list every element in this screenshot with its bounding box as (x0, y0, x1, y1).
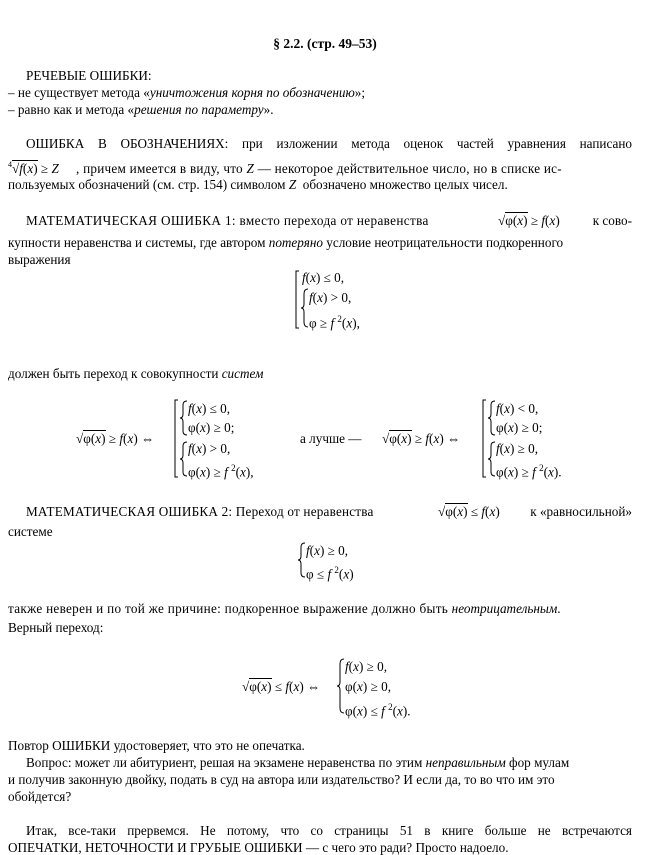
math-error-1-line-1: МАТЕМАТИЧЕСКАЯ ОШИБКА 1: вместо перехода от неравенства √φ(x) ≥ f(x) к сово- (26, 213, 632, 228)
repeat-line-3: и получив законную двойку, подать в суд на автора или издательство? И если да, то во что им это (8, 772, 555, 787)
math-error-1-after: должен быть переход к совокупности систем (8, 366, 264, 381)
correct-system-row-3: φ(x) ≤ f $^2$(x). (345, 702, 411, 719)
right-system-row-4: φ(x) ≥ f $^2$(x). (496, 463, 562, 480)
system-1-row-1: f(x) ≤ 0, (302, 270, 345, 285)
left-system-row-1: f(x) ≤ 0, (188, 401, 231, 416)
repeat-line-2: Вопрос: может ли абитуриент, решая на экзамене неравенства по этим неправильным фор мулам (26, 755, 570, 770)
left-system-row-2: φ(x) ≥ 0; (188, 420, 235, 435)
system-1-row-3: φ ≥ f $^2$(x), (309, 314, 360, 331)
final-line-1: Итак, все-таки прервемся. Не потому, что со страницы 51 в книге больше не встречаются (26, 823, 632, 838)
repeat-line-4: обойдется? (8, 789, 72, 804)
correct-system-row-1: f(x) ≥ 0, (345, 659, 388, 674)
repeat-line-1: Повтор ОШИБКИ удостоверяет, что это не опечатка. (8, 738, 305, 753)
system-2-row-1: f(x) ≥ 0, (306, 543, 349, 558)
left-system-row-4: φ(x) ≥ f $^2$(x), (188, 463, 254, 480)
right-system-row-1: f(x) < 0, (496, 401, 539, 416)
math2-inline-formula: √φ(x) ≤ f(x) (438, 504, 500, 519)
right-equivalence-lhs: √φ(x) ≥ f(x) ⇔ (382, 431, 461, 446)
math-error-2-line-3: также неверен и по той же причине: подкоренное выражение должно быть неотрицательным. (8, 601, 561, 616)
math-error-1-line-2: купности неравенства и системы, где автором потеряно условие неотрицательности подкоренного (8, 235, 564, 250)
final-line-2: ОПЕЧАТКИ, НЕТОЧНОСТИ И ГРУБЫЕ ОШИБКИ — с чего это ради? Просто надоело. (8, 840, 509, 855)
speech-error-2: – равно как и метода «решения по параметру». (8, 102, 274, 117)
speech-errors-heading: РЕЧЕВЫЕ ОШИБКИ: (26, 68, 152, 83)
math-error-2-line-1: МАТЕМАТИЧЕСКАЯ ОШИБКА 2: Переход от неравенства √φ(x) ≤ f(x) к «равносильной» (26, 504, 632, 519)
math-error-2-line-4: Верный переход: (8, 620, 104, 635)
notation-error-line-2: $^4$√f(x) ≥ Z , причем имеется в виду, что Z — некоторое действительное число, но в списке ис- (8, 157, 632, 176)
correct-system-row-2: φ(x) ≥ 0, (345, 679, 391, 694)
system-2-row-2: φ ≤ f $^2$(x) (306, 565, 354, 582)
better-label: а лучше — (300, 431, 362, 446)
section-title: § 2.2. (стр. 49–53) (273, 36, 377, 51)
math1-inline-formula: √φ(x) ≥ f(x) (498, 213, 560, 228)
notation-error-line-1: ОШИБКА В ОБОЗНАЧЕНИЯХ: при изложении метода оценок частей уравнения написано (26, 136, 632, 151)
correct-transition-lhs: √φ(x) ≤ f(x) ⇔ (242, 679, 321, 694)
system-1-row-2: f(x) > 0, (309, 290, 352, 305)
root-formula: $^4$√f(x) ≥ Z (8, 160, 59, 176)
notation-error-line-3: пользуемых обозначений (см. стр. 154) символом Z обозначено множество целых чисел. (8, 177, 508, 192)
speech-error-1: – не существует метода «уничтожения корня по обозначению»; (8, 85, 366, 100)
right-system-row-2: φ(x) ≥ 0; (496, 420, 543, 435)
right-system-row-3: f(x) ≥ 0, (496, 441, 539, 456)
left-equivalence-lhs: √φ(x) ≥ f(x) ⇔ (76, 431, 155, 446)
math-error-2-line-2: системе (8, 524, 53, 539)
math-error-1-line-3: выражения (8, 252, 71, 267)
left-system-row-3: f(x) > 0, (188, 441, 231, 456)
